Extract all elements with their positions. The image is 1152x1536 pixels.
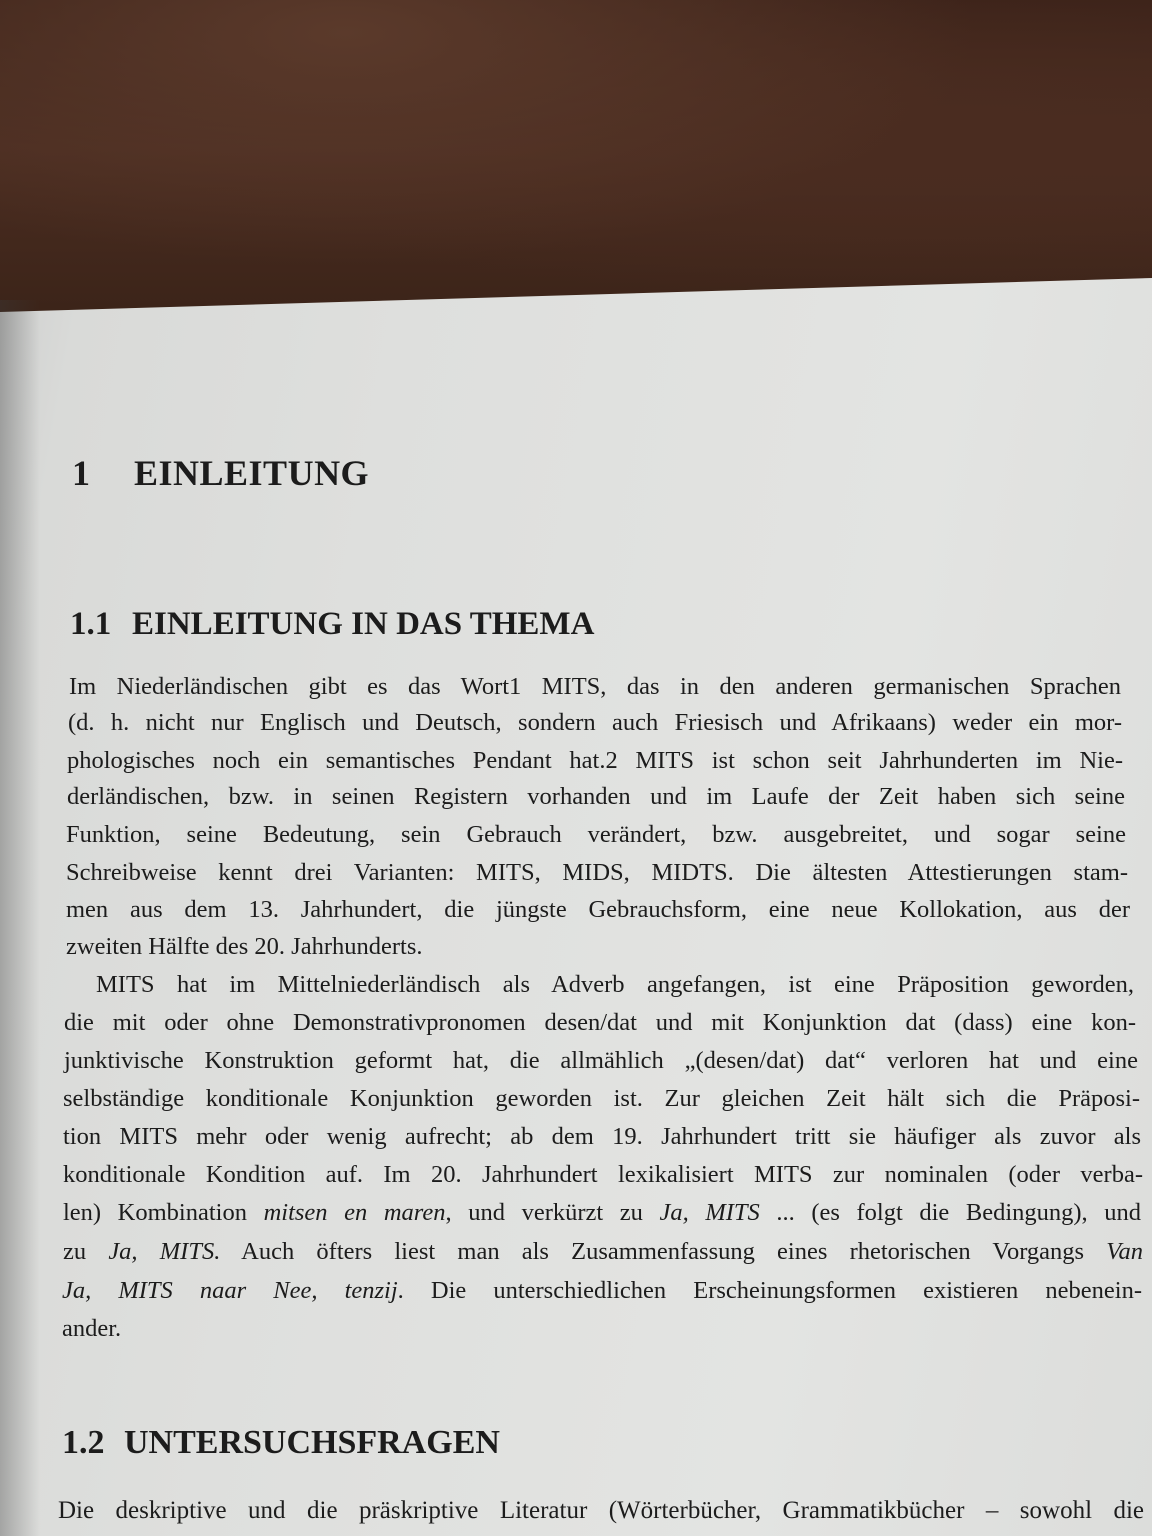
text-run: len) Kombination	[63, 1199, 264, 1226]
section-number: 1.2	[62, 1424, 105, 1461]
text-line: (d. h. nicht nur Englisch und Deutsch, sondern auch Friesisch und Afrikaans) weder ein mor-	[68, 709, 1122, 736]
section-number: 1.1	[70, 606, 112, 642]
italic-text: Van	[1106, 1238, 1143, 1265]
italic-text: Ja, MITS naar Nee, tenzij	[62, 1277, 398, 1304]
text-line: konditionale Kondition auf. Im 20. Jahrhundert lexikalisiert MITS zur nominalen (oder verba-	[63, 1161, 1143, 1188]
text-line: ander.	[62, 1315, 122, 1342]
text-line	[63, 1237, 1143, 1267]
text-line: Schreibweise kennt drei Varianten: MITS, MIDS, MIDTS. Die ältesten Attestierungen stam-	[66, 859, 1128, 886]
text-line: tion MITS mehr oder wenig aufrecht; ab dem 19. Jahrhundert tritt sie häufiger als zuvor als	[63, 1123, 1141, 1150]
section-heading-1-2	[62, 1424, 500, 1462]
italic-text: mitsen en maren	[263, 1199, 446, 1226]
text-line: Im Niederländischen gibt es das Wort1 MITS, das in den anderen germanischen Sprachen	[69, 673, 1121, 700]
text-line: MITS hat im Mittelniederländisch als Adverb angefangen, ist eine Präposition geworden,	[96, 971, 1134, 998]
text-line: Funktion, seine Bedeutung, sein Gebrauch verändert, bzw. ausgebreitet, und sogar seine	[66, 821, 1126, 848]
text-line: Die deskriptive und die präskriptive Literatur (Wörterbücher, Grammatikbücher – sowohl die	[58, 1497, 1144, 1524]
text-run: . Die unterschiedlichen Erscheinungsformen existieren nebenein-	[397, 1277, 1142, 1304]
text-line	[63, 1198, 1141, 1228]
text-run: Auch öfters liest man als Zusammenfassung eines rhetorischen Vorgangs	[220, 1238, 1107, 1265]
text-line: die mit oder ohne Demonstrativpronomen desen/dat und mit Konjunktion dat (dass) eine kon-	[64, 1009, 1136, 1036]
text-line: derländischen, bzw. in seinen Registern vorhanden und im Laufe der Zeit haben sich seine	[67, 783, 1125, 810]
chapter-number: 1	[72, 453, 91, 493]
section-heading-1-1	[70, 606, 594, 643]
section-title: EINLEITUNG IN DAS THEMA	[132, 606, 595, 642]
text-line: zweiten Hälfte des 20. Jahrhunderts.	[66, 933, 423, 960]
text-line: selbständige konditionale Konjunktion geworden ist. Zur gleichen Zeit hält sich die Präposi-	[63, 1085, 1140, 1112]
section-title: UNTERSUCHSFRAGEN	[124, 1424, 500, 1461]
chapter-heading	[72, 452, 369, 494]
text-run: , und verkürzt zu	[445, 1199, 660, 1226]
text-line	[62, 1276, 1142, 1306]
italic-text: Ja, MITS.	[108, 1238, 221, 1265]
text-line: men aus dem 13. Jahrhundert, die jüngste Gebrauchsform, eine neue Kollokation, aus der	[66, 896, 1130, 923]
text-line: junktivische Konstruktion geformt hat, die allmählich „(desen/dat) dat“ verloren hat und eine	[64, 1047, 1138, 1074]
chapter-title: EINLEITUNG	[134, 453, 370, 493]
text-line: phologisches noch ein semantisches Pendant hat.2 MITS ist schon seit Jahrhunderten im Nie-	[67, 747, 1123, 774]
text-run: ... (es folgt die Bedingung), und	[759, 1199, 1141, 1226]
text-run: zu	[63, 1238, 109, 1265]
italic-text: Ja, MITS	[659, 1199, 760, 1226]
